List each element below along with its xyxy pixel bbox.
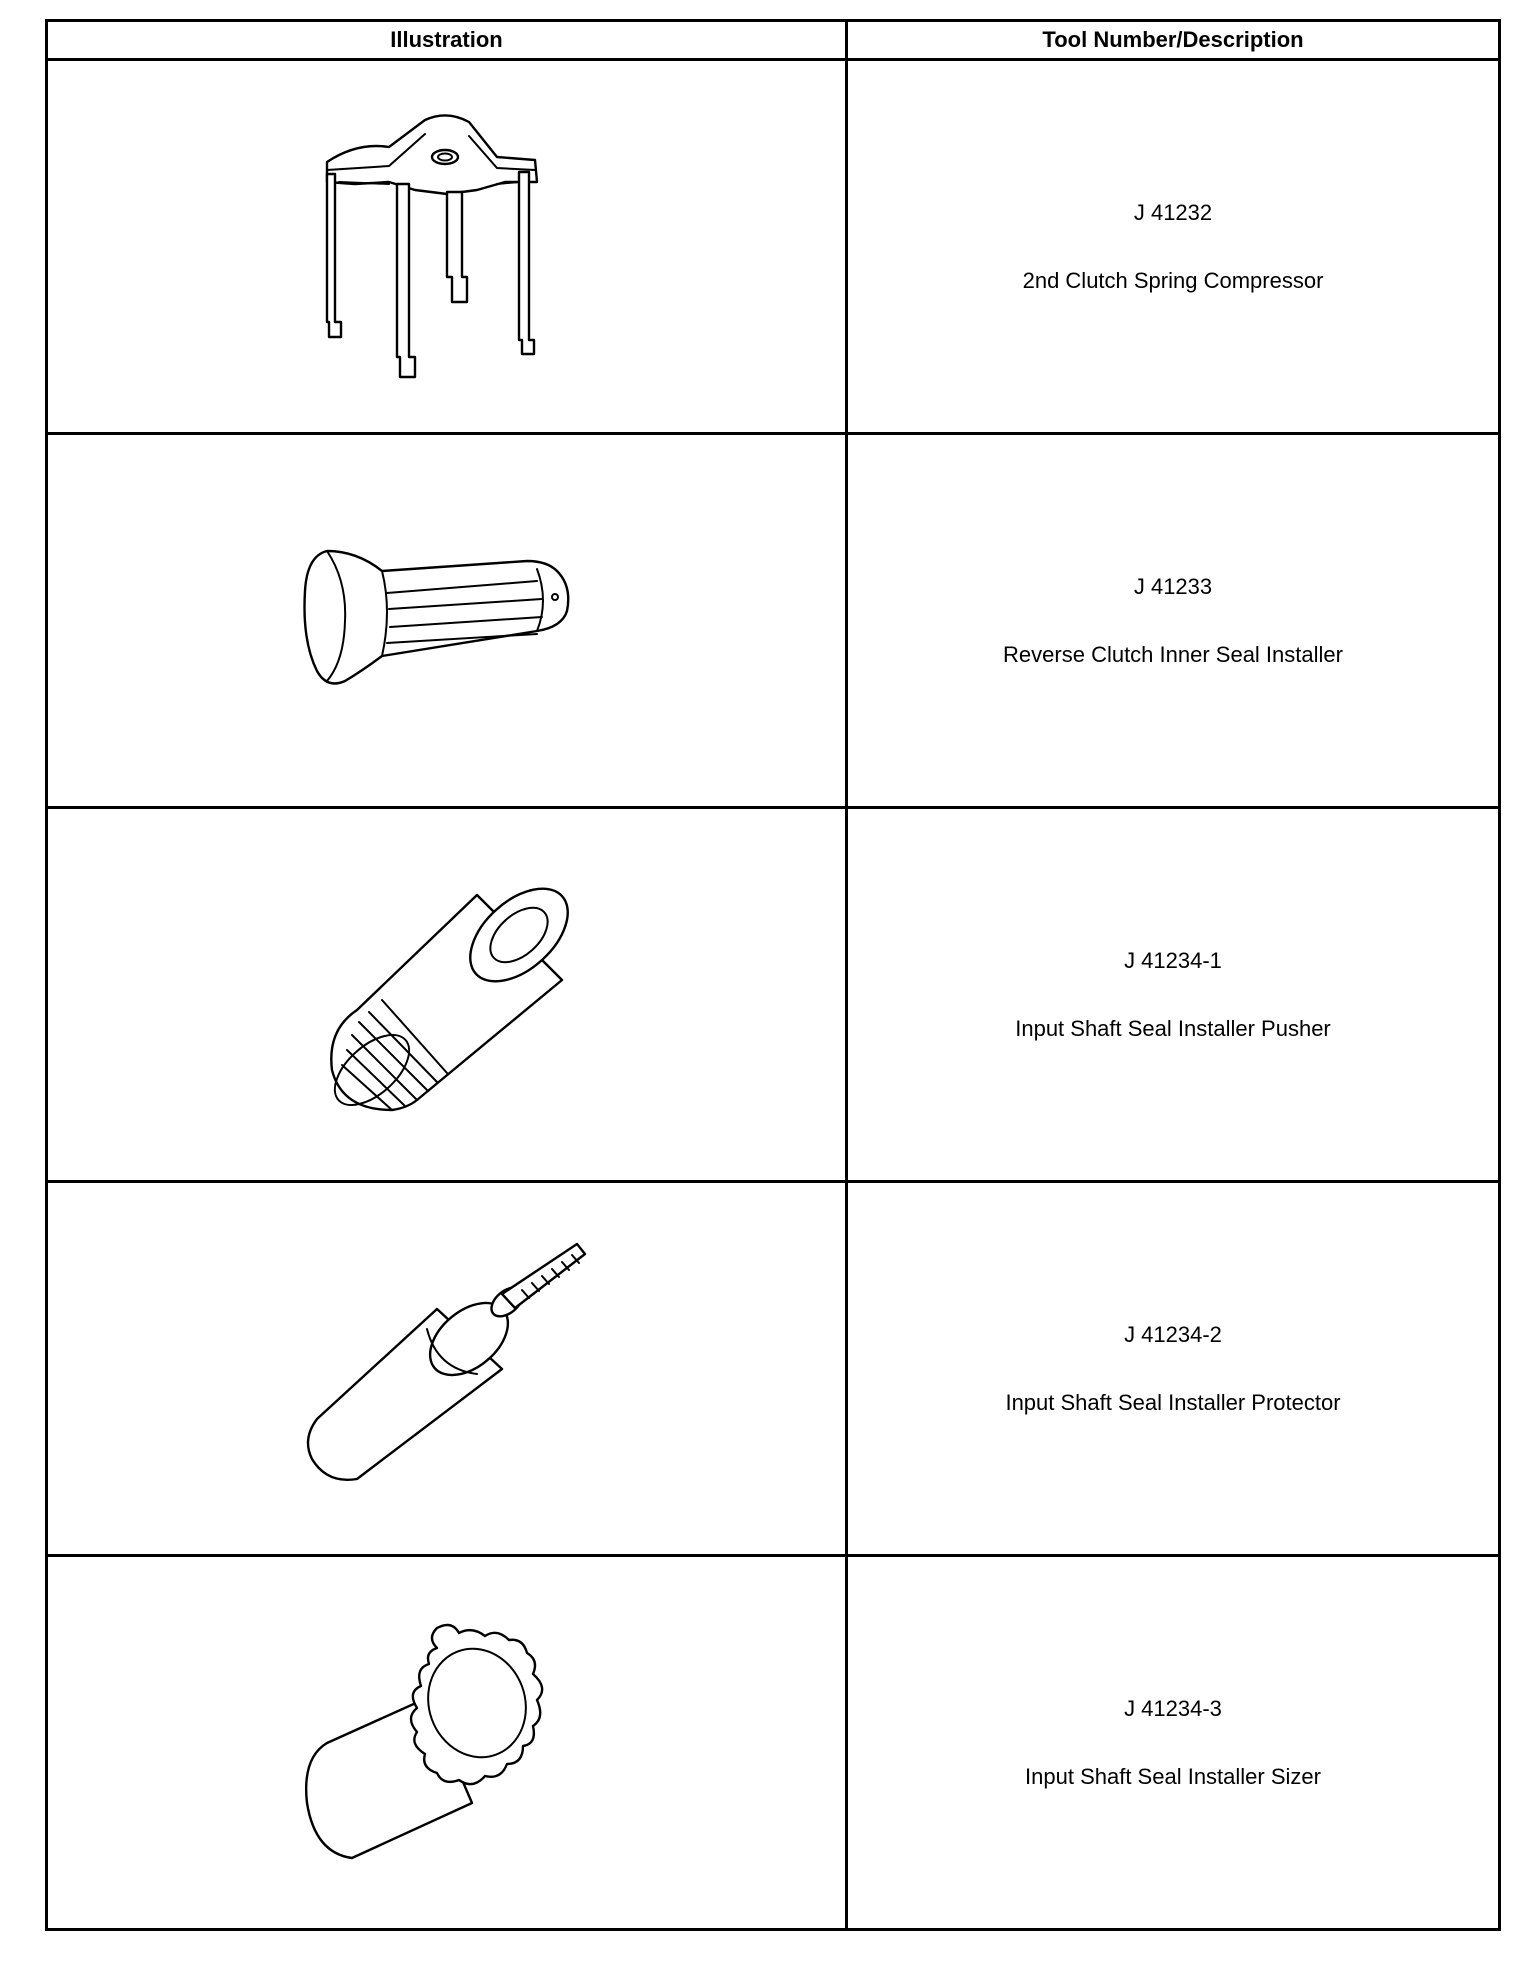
table-row bbox=[47, 1556, 1500, 1930]
illustration-cell bbox=[47, 1556, 847, 1930]
table-row bbox=[47, 434, 1500, 808]
table-header-row bbox=[47, 21, 1500, 60]
tool-description-cell bbox=[847, 60, 1500, 434]
tool-number: J 41232 bbox=[1133, 199, 1213, 225]
tool-number: J 41233 bbox=[1133, 573, 1213, 599]
tool-description-cell bbox=[847, 808, 1500, 1182]
installer-protector-icon bbox=[287, 1234, 607, 1504]
illustration-cell bbox=[47, 434, 847, 808]
tool-name: Input Shaft Seal Installer Sizer bbox=[1025, 1763, 1321, 1789]
tool-description-cell bbox=[847, 1556, 1500, 1930]
table-row bbox=[47, 1182, 1500, 1556]
installer-sizer-icon bbox=[287, 1608, 607, 1878]
header-illustration: Illustration bbox=[47, 21, 847, 60]
tool-table bbox=[45, 19, 1501, 1931]
illustration-cell bbox=[47, 1182, 847, 1556]
header-tool-number-description: Tool Number/Description bbox=[847, 21, 1500, 60]
table-row bbox=[47, 60, 1500, 434]
tool-name: Reverse Clutch Inner Seal Installer bbox=[1003, 641, 1343, 667]
illustration-cell bbox=[47, 808, 847, 1182]
tool-description-cell bbox=[847, 1182, 1500, 1556]
tool-name: Input Shaft Seal Installer Protector bbox=[1005, 1389, 1341, 1415]
table-row bbox=[47, 808, 1500, 1182]
tool-name: 2nd Clutch Spring Compressor bbox=[1022, 267, 1324, 293]
seal-installer-icon bbox=[287, 531, 607, 711]
tool-number: J 41234-1 bbox=[1124, 947, 1222, 973]
spring-compressor-icon bbox=[297, 102, 597, 392]
illustration-cell bbox=[47, 60, 847, 434]
tool-description-cell bbox=[847, 434, 1500, 808]
tool-number: J 41234-2 bbox=[1124, 1321, 1222, 1347]
installer-pusher-icon bbox=[297, 860, 597, 1130]
tool-name: Input Shaft Seal Installer Pusher bbox=[1015, 1015, 1331, 1041]
tool-number: J 41234-3 bbox=[1124, 1695, 1222, 1721]
